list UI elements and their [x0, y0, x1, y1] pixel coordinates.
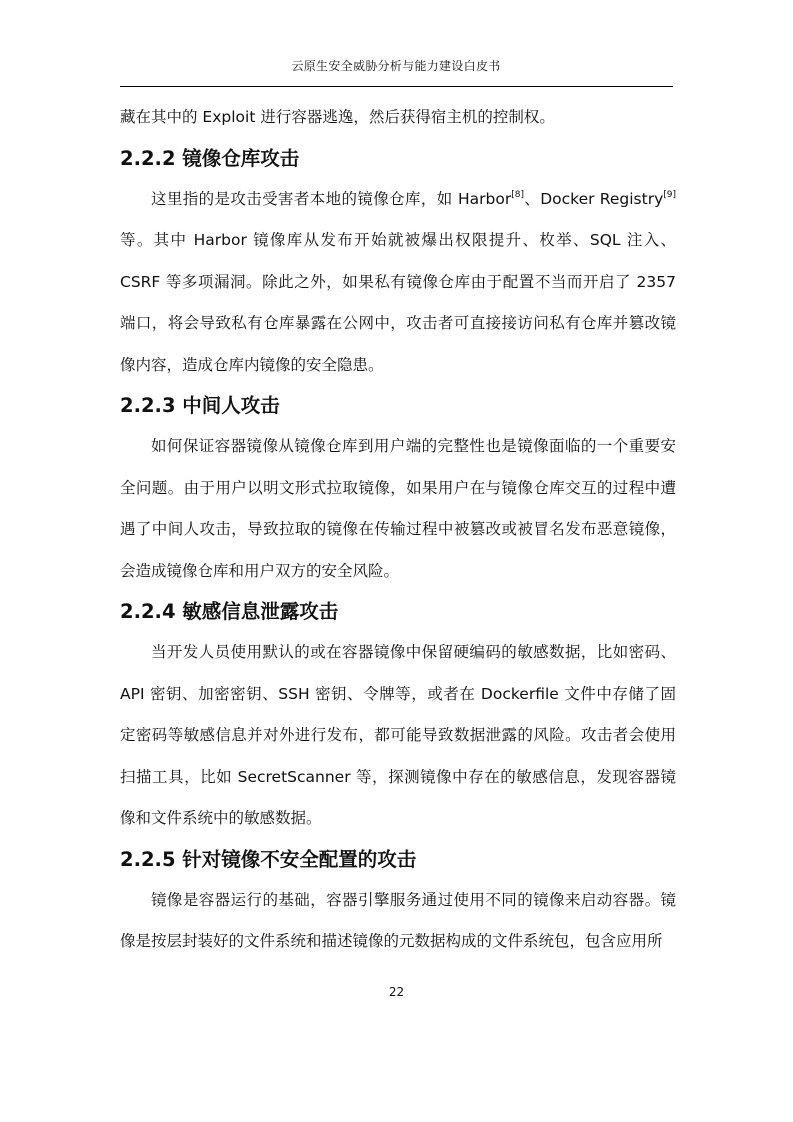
- page-body: [120, 97, 676, 963]
- section-heading-2-2-4: 2.2.4 敏感信息泄露攻击: [120, 600, 339, 623]
- paragraph-mitm-attack: 如何保证容器镜像从镜像仓库到用户端的完整性也是镜像面临的一个重要安全问题。由于用户以明文形式拉取镜像，如果用户在与镜像仓库交互的过程中遭遇了中间人攻击，导致拉取的镜像在传输过程中被篡改或被冒名发布恶意镜像，会造成镜像仓库和用户双方的安全风险。: [120, 437, 676, 580]
- section-heading-2-2-2: 2.2.2 镜像仓库攻击: [120, 146, 300, 170]
- paragraph-image-registry-attack: [120, 179, 676, 387]
- citation-ref: [9]: [663, 189, 677, 200]
- running-header: 云原生安全威胁分析与能力建设白皮书: [291, 59, 501, 73]
- citation-ref: [8]: [511, 189, 524, 200]
- paragraph-text: 等。其中 Harbor 镜像库从发布开始就被爆出权限提升、枚举、SQL 注入、CSRF 等多项漏洞。除此之外，如果私有镜像仓库由于配置不当而开启了 2357 端口，将会导致私有仓库暴露在公网中，攻击者可直接接访问私有仓库并篡改镜像内容，造成仓库内镜像的安全隐患。: [120, 231, 676, 374]
- paragraph-text: 这里指的是攻击受害者本地的镜像仓库，如 Harbor: [151, 189, 512, 208]
- section-heading-2-2-5: 2.2.5 针对镜像不安全配置的攻击: [120, 847, 417, 871]
- paragraph-insecure-image-config: 镜像是容器运行的基础，容器引擎服务通过使用不同的镜像来启动容器。镜像是按层封装好的文件系统和描述镜像的元数据构成的文件系统包，包含应用所: [120, 890, 676, 950]
- paragraph-continuation: 藏在其中的 Exploit 进行容器逃逸，然后获得宿主机的控制权。: [120, 108, 555, 126]
- paragraph-text: 、Docker Registry: [523, 189, 664, 208]
- page-number: 22: [388, 985, 405, 999]
- paragraph-sensitive-info-leak: 当开发人员使用默认的或在容器镜像中保留硬编码的敏感数据，比如密码、API 密钥、加密密钥、SSH 密钥、令牌等，或者在 Dockerfile 文件中存储了固定密码等敏感信息并对外进行发布，都可能导致数据泄露的风险。攻击者会使用扫描工具，比如 SecretScanner 等，探测镜像中存在的敏感信息，发现容器镜像和文件系统中的敏感数据。: [120, 643, 676, 827]
- section-heading-2-2-3: 2.2.3 中间人攻击: [120, 394, 280, 417]
- header-rule: [120, 86, 673, 87]
